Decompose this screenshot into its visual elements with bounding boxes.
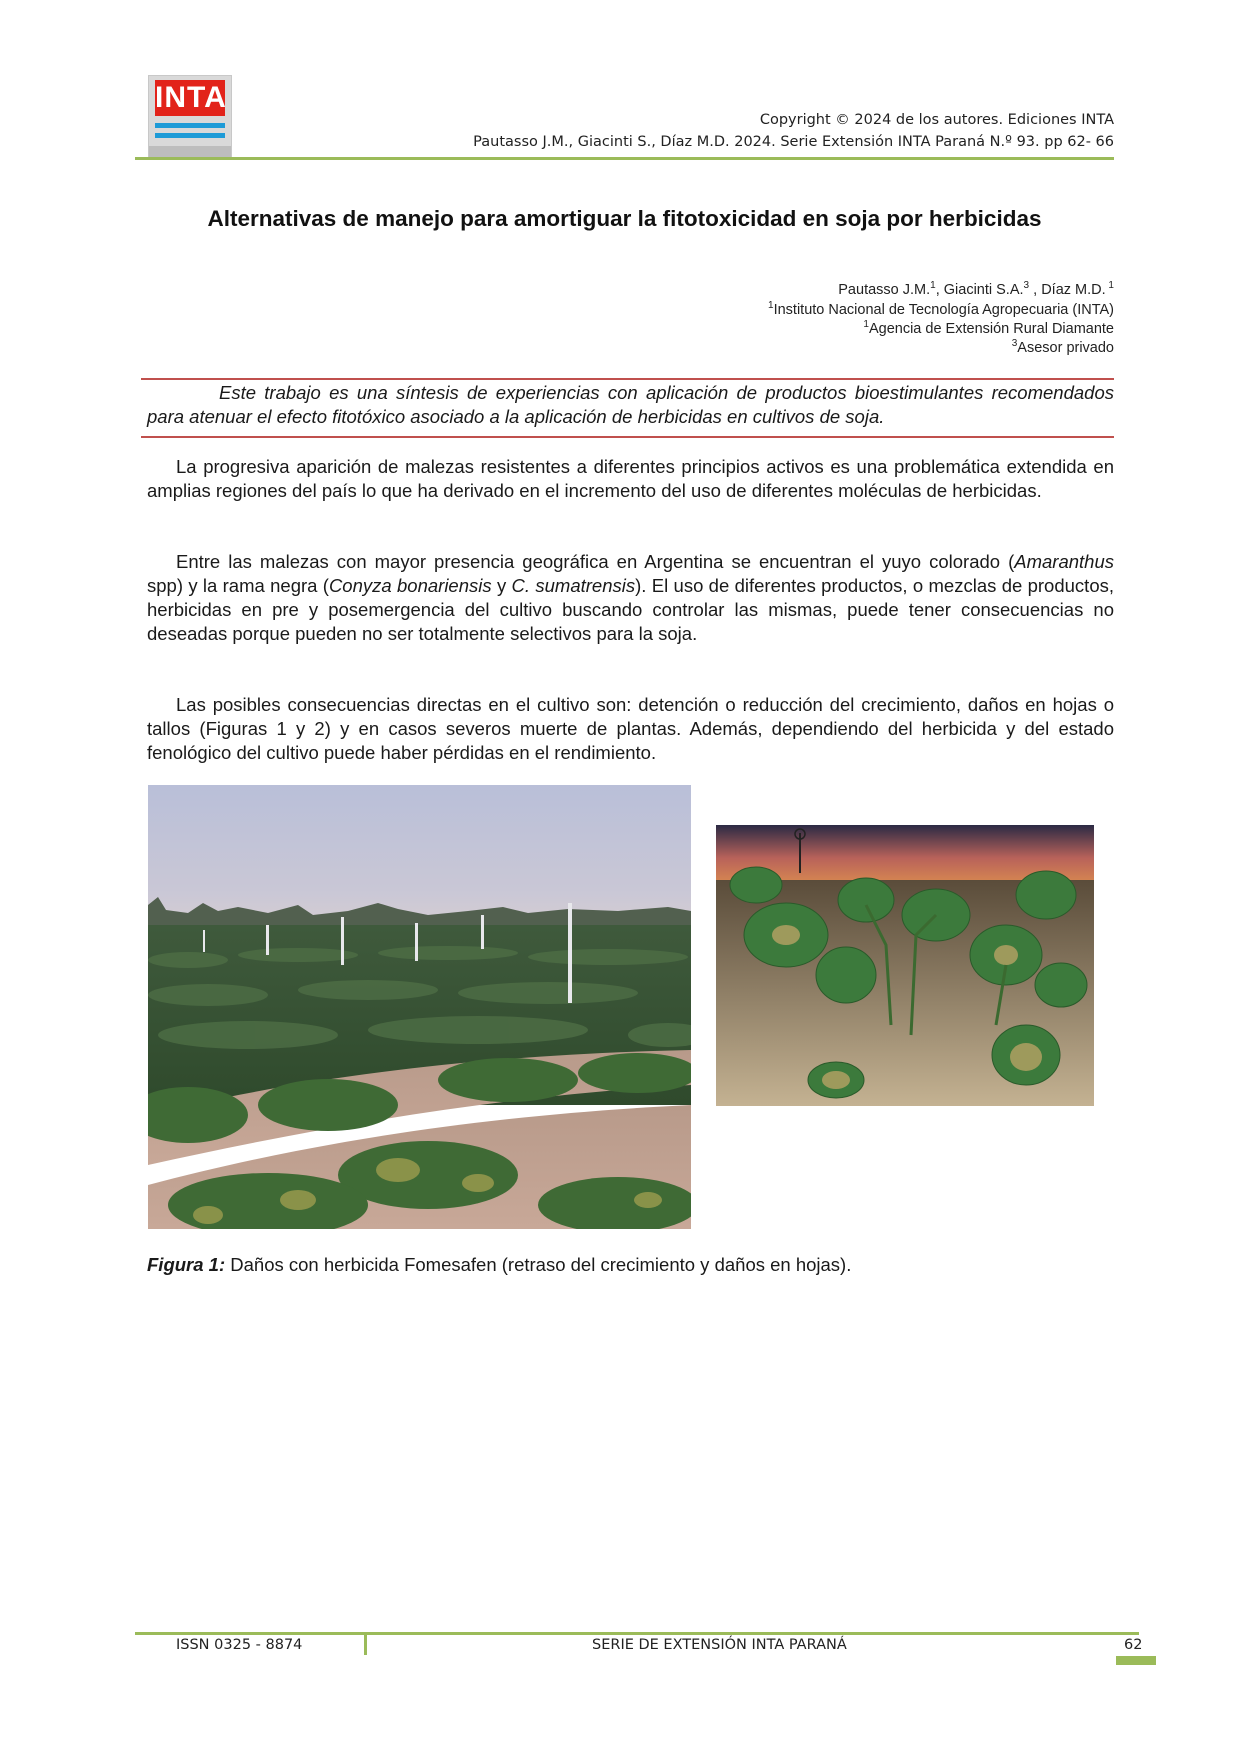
figure-caption-text: Daños con herbicida Fomesafen (retraso del crecimiento y daños en hojas).: [225, 1254, 852, 1275]
body-paragraph: [147, 455, 1114, 503]
affiliation-text: Asesor privado: [1017, 340, 1114, 356]
citation-line: Pautasso J.M., Giacinti S., Díaz M.D. 2024. Serie Extensión INTA Paraná N.º 93. pp 62- 66: [473, 134, 1114, 150]
species-name: Amaranthus: [1014, 551, 1114, 572]
paragraph-text: Entre las malezas con mayor presencia geográfica en Argentina se encuentran el yuyo colorado (: [176, 551, 1015, 572]
figure-photo-closeup: [716, 825, 1094, 1106]
footer-rule: [135, 1632, 1139, 1635]
body-paragraph: [147, 550, 1114, 646]
paragraph-text: ). El uso de diferentes productos, o mezclas de productos, herbicidas en pre y posemergencia del cultivo buscando controlar las mismas, puede tener consecuencias no deseadas porque pueden no ser totalmente selectivos para la soja.: [147, 575, 1114, 644]
inta-logo: [148, 75, 232, 159]
abstract-body: Este trabajo es una síntesis de experiencias con aplicación de productos bioestimulantes recomendados para atenuar el efecto fitotóxico asociado a la aplicación de herbicidas en cultivos de soja.: [147, 382, 1114, 427]
affiliation-mark: 3: [1011, 338, 1018, 350]
figure-photo-field: [148, 785, 691, 1229]
affiliation-line: [1012, 340, 1114, 356]
affiliation-line: [768, 302, 1114, 318]
author-affiliation-mark: 3: [1023, 280, 1030, 292]
affiliation-mark: 1: [863, 319, 869, 331]
figure-label: Figura 1:: [147, 1254, 226, 1275]
logo-text: INTA: [155, 81, 227, 114]
copyright-line: Copyright © 2024 de los autores. Ediciones INTA: [759, 112, 1114, 128]
paragraph-text: y: [491, 575, 512, 596]
species-name: Conyza bonariensis: [328, 575, 492, 596]
abstract-text: [147, 381, 1114, 429]
affiliation-line: [863, 321, 1114, 337]
figure-caption: [147, 1254, 851, 1276]
author-name: Pautasso J.M.: [838, 282, 931, 298]
header-rule: [135, 157, 1114, 160]
paragraph-text: La progresiva aparición de malezas resistentes a diferentes principios activos es una problemática extendida en amplias regiones del país lo que ha derivado en el incremento del uso de diferentes moléculas de herbicidas.: [147, 456, 1114, 501]
field-photo-image: [148, 785, 691, 1229]
abstract-top-rule: [141, 378, 1114, 380]
author-name: , Díaz M.D.: [1029, 282, 1106, 298]
closeup-photo-image: [716, 825, 1094, 1106]
author-list: [838, 282, 1114, 298]
paragraph-text: spp) y la rama negra (: [147, 575, 329, 596]
affiliation-mark: 1: [768, 300, 774, 312]
footer-series: SERIE DE EXTENSIÓN INTA PARANÁ: [592, 1637, 847, 1653]
page-number: 62: [1124, 1637, 1143, 1653]
affiliation-text: Agencia de Extensión Rural Diamante: [868, 321, 1114, 337]
page-number-bar: [1116, 1656, 1156, 1665]
author-affiliation-mark: 1: [930, 280, 936, 292]
author-affiliation-mark: 1: [1105, 280, 1114, 292]
species-name: C. sumatrensis: [511, 575, 636, 596]
author-name: , Giacinti S.A.: [935, 282, 1024, 298]
body-paragraph: [147, 693, 1114, 765]
document-title: Alternativas de manejo para amortiguar la fitotoxicidad en soja por herbicidas: [207, 206, 1042, 231]
affiliation-text: Instituto Nacional de Tecnología Agropecuaria (INTA): [773, 302, 1114, 318]
abstract-bottom-rule: [141, 436, 1114, 438]
footer-separator: [364, 1633, 367, 1655]
footer-issn: ISSN 0325 - 8874: [176, 1637, 303, 1653]
logo-stripe: [155, 123, 225, 128]
paragraph-text: Las posibles consecuencias directas en el cultivo son: detención o reducción del crecimiento, daños en hojas o tallos (Figuras 1 y 2) y en casos severos muerte de plantas. Además, dependiendo del herbicida y del estado fenológico del cultivo puede haber pérdidas en el rendimiento.: [147, 694, 1114, 763]
logo-stripe: [155, 133, 225, 138]
